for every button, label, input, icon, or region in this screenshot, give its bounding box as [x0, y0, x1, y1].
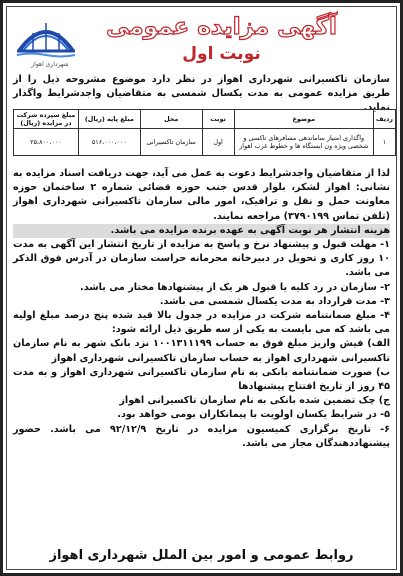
table-header-row — [14, 110, 396, 129]
invitation-paragraph: لذا از متقاضیان واجدشرایط دعوت به عمل می آید، جهت دریافت اسناد مزایده به نشانی: اهواز لشکر، بلوار قدس جنب حوزه قضائی شماره ۲ ساختمان حوزه معاونت حمل و نقل و ترافیک، امور مالی سازمان تاکسیرانی شهرداری اهواز (تلفن تماس ۳۷۹۰۱۹۹) مراجعه نمایند. — [13, 168, 390, 222]
page-subtitle: نوبت اول — [182, 44, 261, 64]
table-cell: واگذاری امتیاز ساماندهی مسافرهای تاکسی و شخصی ویژه ون ایستگاه ها و خطوط غرب اهواز — [234, 129, 373, 156]
condition-5: ۵- در شرایط یکسان اولویت با پیمانکاران بومی خواهد بود. — [117, 409, 390, 421]
table-cell: ۲۵،۸۰۰،۰۰۰ — [14, 129, 79, 156]
header — [11, 11, 392, 71]
body-text — [13, 167, 390, 451]
table-cell: سازمان تاکسیرانی — [140, 129, 202, 156]
condition-1: ۱- مهلت قبول و پیشنهاد نرخ و پاسخ به مزایده از تاریخ انتشار این آگهی به مدت ۱۰ روز کاری و تحویل در دبیرخانه محرمانه حراست سازمان در آدرس فوق الذکر می باشد. — [13, 239, 390, 279]
table-row — [14, 129, 396, 156]
footer-signature: روابط عمومی و امور بین الملل شهرداری اهواز — [49, 548, 354, 563]
condition-4: ۴- مبلغ ضمانتنامه شرکت در مزایده در جدول بالا قید شده پنج درصد مبلغ اولیه می باشد که می بایست به یکی از سه طریق ذیل ارائه شود: — [13, 310, 390, 336]
condition-4a: الف) فیش واریز مبلغ فوق به حساب ۱۰۰۱۳۱۱۱۹۹ نزد بانک شهر به نام سازمان تاکسیرانی شهرداری اهواز به حساب سازمان تاکسیرانی شهرداری اهواز — [13, 338, 390, 364]
page-title: آگهی مزایده عمومی — [106, 14, 337, 40]
logo-caption: شهرداری اهواز — [31, 61, 69, 68]
table-header-cell: محل — [140, 110, 202, 129]
table-header-cell: موضوع — [234, 110, 373, 129]
table-cell: ۱ — [374, 129, 396, 156]
table-cell: اول — [202, 129, 234, 156]
condition-4c: ج) چک تضمین شده بانکی به نام سازمان تاکسیرانی اهواز — [119, 395, 390, 407]
table-cell: ۵۱۶،۰۰۰،۰۰۰ — [78, 129, 140, 156]
table-header-cell: ردیف — [374, 110, 396, 129]
condition-3: ۳- مدت قرارداد به مدت یکسال شمسی می باشد. — [159, 295, 390, 307]
publication-cost-note: هزینه انتشار هر نوبت آگهی به عهده برنده مزایده می باشد. — [13, 224, 390, 238]
auction-table — [13, 109, 396, 156]
condition-6: ۶- تاریخ برگزاری کمیسیون مزایده در تاریخ ۹۲/۱۲/۹ می باشد. حضور پیشنهاددهندگان مجاز می باشد. — [13, 423, 390, 449]
ahvaz-bridge-logo-icon — [15, 11, 77, 71]
table-header-cell: مبلغ سپرده شرکت در مزایده (ریال) — [14, 110, 79, 129]
condition-4b: ب) صورت ضمانتنامه بانکی به نام سازمان تاکسیرانی شهرداری اهواز و به مدت ۴۵ روز از تاریخ افتتاح پیشنهادها — [13, 366, 390, 393]
table-header-cell: نوبت — [202, 110, 234, 129]
intro-text: سازمان تاکسیرانی شهرداری اهواز در نظر دارد موضوع مشروحه ذیل را از طریق مزایده عمومی به مدت یکسال شمسی به متقاضیان واجدشرایط واگذار نماید. — [13, 74, 390, 113]
table-header-cell: مبلغ پایه (ریال) — [78, 110, 140, 129]
condition-2: ۲- سازمان در رد کلیه یا قبول هر یک از پیشنهادها مختار می باشد. — [80, 281, 390, 293]
